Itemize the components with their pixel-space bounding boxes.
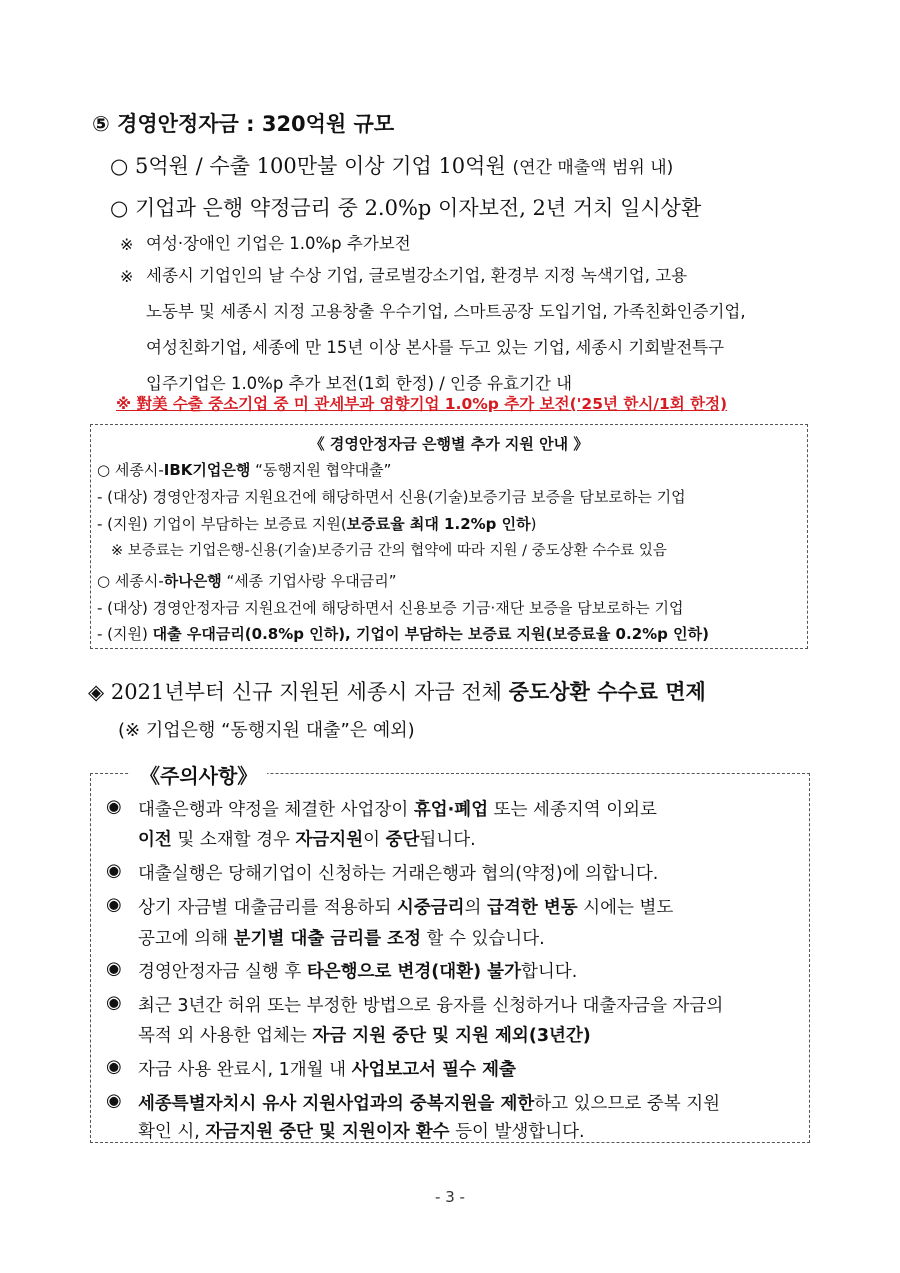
- circle-item-sub: (연간 매출액 범위 내): [512, 158, 674, 178]
- diamond-sub: (※ 기업은행 “동행지원 대출”은 예외): [118, 720, 415, 741]
- caution-bullet: ◉: [106, 1090, 122, 1111]
- caution-bullet: ◉: [106, 1056, 122, 1077]
- caution-item-4: [138, 958, 577, 983]
- text: 시에는 별도: [577, 898, 674, 918]
- section-title-text: 경영안정자금 : 320억원 규모: [117, 112, 395, 136]
- circle-item-2: [110, 192, 701, 222]
- caution-bullet: ◉: [106, 992, 122, 1013]
- caution-bullet: ◉: [106, 796, 122, 817]
- text: 할 수 있습니다.: [420, 929, 545, 949]
- caution-bullet: ◉: [106, 958, 122, 979]
- ibk-support-suffix: ): [530, 515, 537, 533]
- hana-support: [97, 623, 709, 644]
- note-mark: ※: [120, 235, 134, 254]
- hana-support-bold: 대출 우대금리(0.8%p 인하), 기업이 부담하는 보증료 지원(보증료율 0.2%p 인하): [152, 625, 709, 643]
- caution-item-7a: [138, 1090, 720, 1115]
- note-2-line: 노동부 및 세종시 지정 고용창출 우수기업, 스마트공장 도입기업, 가족친화인증기업,: [146, 302, 746, 321]
- text: 경영안정자금 실행 후: [138, 962, 307, 982]
- hana-header: [97, 570, 396, 591]
- text: 합니다.: [520, 962, 578, 982]
- text-bold: 자금지원 중단 및 지원이자 환수: [205, 1122, 450, 1142]
- caution-item-7b: [138, 1118, 585, 1143]
- text-bold: 타은행으로 변경(대환) 불가: [306, 962, 521, 982]
- ibk-note: ※ 보증료는 기업은행-신용(기술)보증기금 간의 협약에 따라 지원 / 중도상환 수수료 있음: [111, 543, 667, 559]
- text-bold: 분기별 대출 금리를 조정: [233, 929, 421, 949]
- text: 하고 있으므로 중복 지원: [534, 1094, 721, 1114]
- hana-bank-name: 하나은행: [163, 572, 222, 590]
- text-bold: 세종특별자치시 유사 지원사업과의 중복지원을 제한: [138, 1094, 535, 1114]
- note-2-line: 세종시 기업인의 날 수상 기업, 글로벌강소기업, 환경부 지정 녹색기업, 고용: [146, 266, 688, 285]
- bank-support-box: [90, 424, 808, 649]
- hana-support-prefix: - (지원): [97, 625, 153, 643]
- text-bold: 중단: [385, 830, 420, 850]
- diamond-line: [88, 676, 706, 706]
- circle-item-text: 5억원 / 수출 100만불 이상 기업 10억원: [135, 154, 506, 178]
- text-bold: 급격한 변동: [487, 898, 578, 918]
- text-bold: 휴업·폐업: [413, 800, 489, 820]
- hana-product: “세종 기업사랑 우대금리”: [226, 572, 397, 590]
- text-bold: 이전: [138, 830, 172, 850]
- caution-title: 《주의사항》: [130, 760, 267, 789]
- ibk-product: “동행지원 협약대출”: [255, 461, 392, 479]
- text: 의: [464, 898, 488, 918]
- section-title: [92, 108, 394, 138]
- diamond-text: 2021년부터 신규 지원된 세종시 자금 전체: [110, 680, 509, 704]
- diamond-text-bold: 중도상환 수수료 면제: [508, 680, 706, 704]
- text: 및 소재할 경우: [171, 830, 296, 850]
- red-note: ※ 對美 수출 중소기업 중 미 관세부과 영향기업 1.0%p 추가 보전('25년 한시/1회 한정): [116, 395, 728, 413]
- ibk-header: [97, 459, 391, 480]
- caution-item-5b: [138, 1022, 591, 1047]
- hana-target: - (대상) 경영안정자금 지원요건에 해당하면서 신용보증 기금·재단 보증을 담보로하는 기업: [97, 599, 684, 617]
- ibk-support: [97, 513, 536, 534]
- text-bold: 자금 지원 중단 및 지원 제외(3년간): [312, 1026, 591, 1046]
- text: 또는 세종지역 이외로: [488, 800, 657, 820]
- text-bold: 사업보고서 필수 제출: [351, 1060, 516, 1080]
- ibk-prefix: ○ 세종시-: [97, 461, 164, 479]
- text: 등이 발생합니다.: [449, 1122, 585, 1142]
- ibk-target: - (대상) 경영안정자금 지원요건에 해당하면서 신용(기술)보증기금 보증을 담보로하는 기업: [97, 488, 686, 506]
- text-bold: 시중금리: [396, 898, 465, 918]
- page-number: - 3 -: [435, 1188, 465, 1206]
- caution-bullet: ◉: [106, 894, 122, 915]
- text: 자금 사용 완료시, 1개월 내: [138, 1060, 352, 1080]
- caution-item-6: [138, 1056, 516, 1081]
- note-2: [146, 258, 746, 402]
- circle-mark: ○: [110, 196, 129, 220]
- circle-item-text: 기업과 은행 약정금리 중 2.0%p 이자보전, 2년 거치 일시상환: [135, 196, 702, 220]
- note-2-line: 입주기업은 1.0%p 추가 보전(1회 한정) / 인증 유효기간 내: [146, 374, 573, 393]
- diamond-mark: ◈: [88, 680, 105, 704]
- caution-item-3a: [138, 894, 673, 919]
- ibk-support-bold: 보증료율 최대 1.2%p 인하: [346, 515, 531, 533]
- caution-item-2: 대출실행은 당해기업이 신청하는 거래은행과 협의(약정)에 의합니다.: [138, 864, 659, 884]
- note-1: 여성·장애인 기업은 1.0%p 추가보전: [146, 234, 411, 253]
- circle-mark: ○: [110, 154, 129, 178]
- section-number: ⑤: [92, 112, 110, 136]
- caution-item-5a: 최근 3년간 허위 또는 부정한 방법으로 융자를 신청하거나 대출자금을 자금의: [138, 996, 724, 1016]
- text: 목적 외 사용한 업체는: [138, 1026, 313, 1046]
- caution-item-3b: [138, 925, 545, 950]
- text: 공고에 의해: [138, 929, 234, 949]
- text: 이: [363, 830, 386, 850]
- ibk-bank-name: IBK기업은행: [163, 461, 251, 479]
- note-2-line: 여성친화기업, 세종에 만 15년 이상 본사를 두고 있는 기업, 세종시 기회발전특구: [146, 338, 725, 357]
- caution-item-1a: [138, 796, 657, 821]
- text-bold: 자금지원: [295, 830, 364, 850]
- caution-bullet: ◉: [106, 860, 122, 881]
- ibk-support-prefix: - (지원) 기업이 부담하는 보증료 지원(: [97, 515, 347, 533]
- text: 대출은행과 약정을 체결한 사업장이: [138, 800, 414, 820]
- hana-prefix: ○ 세종시-: [97, 572, 164, 590]
- text: 상기 자금별 대출금리를 적용하되: [138, 898, 397, 918]
- circle-item-1: [110, 150, 673, 180]
- bank-box-title: 《 경영안정자금 은행별 추가 지원 안내 》: [309, 435, 589, 453]
- text: 확인 시,: [138, 1122, 206, 1142]
- text: 됩니다.: [419, 830, 476, 850]
- note-mark: ※: [120, 267, 134, 286]
- caution-item-1b: [138, 826, 476, 851]
